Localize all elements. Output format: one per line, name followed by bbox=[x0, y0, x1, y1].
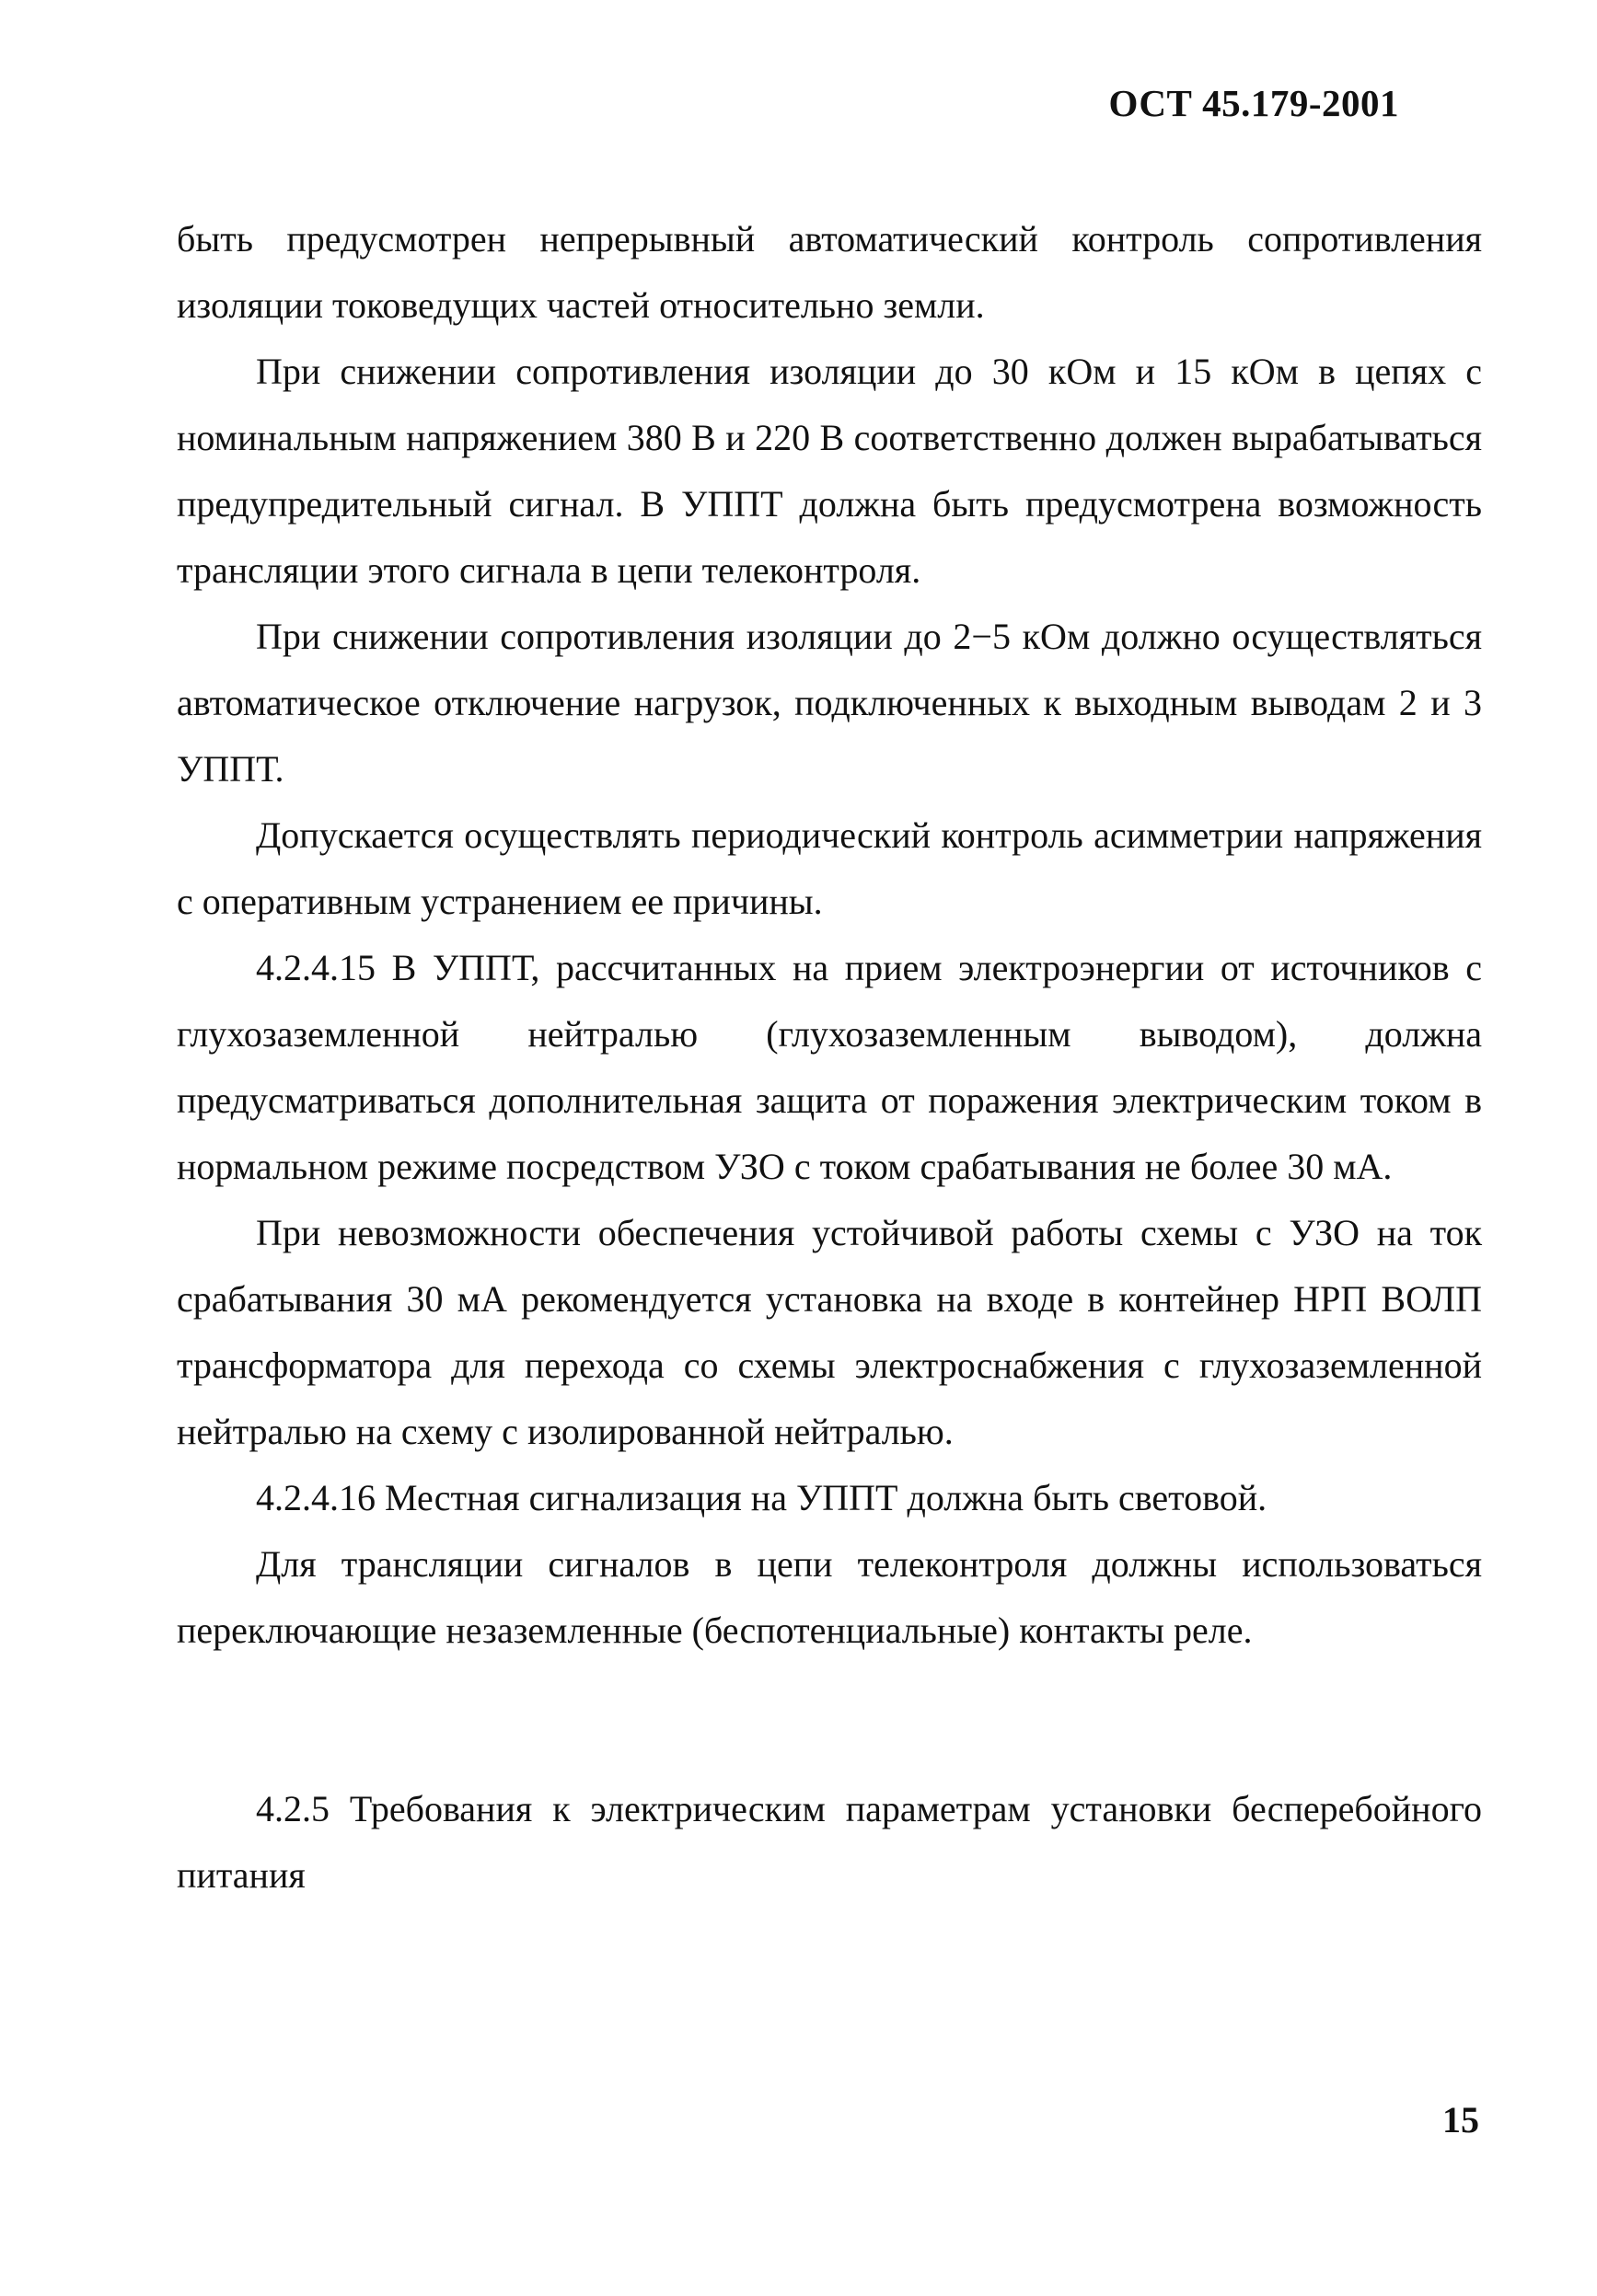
paragraph-transformer-recommendation: При невозможности обеспечения устойчивой работы схемы с УЗО на ток срабатывания 30 мА рекомендуется установка на входе в контейнер НРП ВОЛП трансформатора для перехода со схемы электроснабжения с глухозаземленной нейтралью на схему с изолированной нейтралью. bbox=[177, 1212, 1482, 1452]
paragraph-clause-4-2-4-16: 4.2.4.16 Местная сигнализация на УППТ должна быть световой. bbox=[256, 1477, 1267, 1518]
document-code: ОСТ 45.179-2001 bbox=[1108, 82, 1399, 124]
paragraph-clause-4-2-4-15: 4.2.4.15 В УППТ, рассчитанных на прием электроэнергии от источников с глухозаземленной нейтралью (глухозаземленным выводом), должна предусматриваться дополнительная защита от поражения электрическим током в нормальном режиме посредством УЗО с током срабатывания не более 30 мА. bbox=[177, 947, 1482, 1187]
section-heading-4-2-5: 4.2.5 Требования к электрическим параметрам установки бесперебойного питания bbox=[177, 1788, 1482, 1896]
section-heading-block bbox=[177, 1776, 1482, 1909]
main-text-block bbox=[177, 206, 1482, 1664]
page-number: 15 bbox=[1442, 2099, 1479, 2140]
paragraph-insulation-warning: При снижении сопротивления изоляции до 30 кОм и 15 кОм в цепях с номинальным напряжением 380 В и 220 В соответственно должен вырабатываться предупредительный сигнал. В УППТ должна быть предусмотрена возможность трансляции этого сигнала в цепи телеконтроля. bbox=[177, 351, 1482, 591]
paragraph-insulation-disconnect: При снижении сопротивления изоляции до 2−5 кОм должно осуществляться автоматическое отключение нагрузок, подключенных к выходным выводам 2 и 3 УППТ. bbox=[177, 616, 1482, 790]
paragraph-asymmetry-control: Допускается осуществлять периодический контроль асимметрии напряжения с оперативным устранением ее причины. bbox=[177, 814, 1482, 922]
paragraph-continuation: быть предусмотрен непрерывный автоматический контроль сопротивления изоляции токоведущих частей относительно земли. bbox=[177, 218, 1482, 326]
paragraph-relay-contacts: Для трансляции сигналов в цепи телеконтроля должны использоваться переключающие незаземленные (беспотенциальные) контакты реле. bbox=[177, 1543, 1482, 1651]
